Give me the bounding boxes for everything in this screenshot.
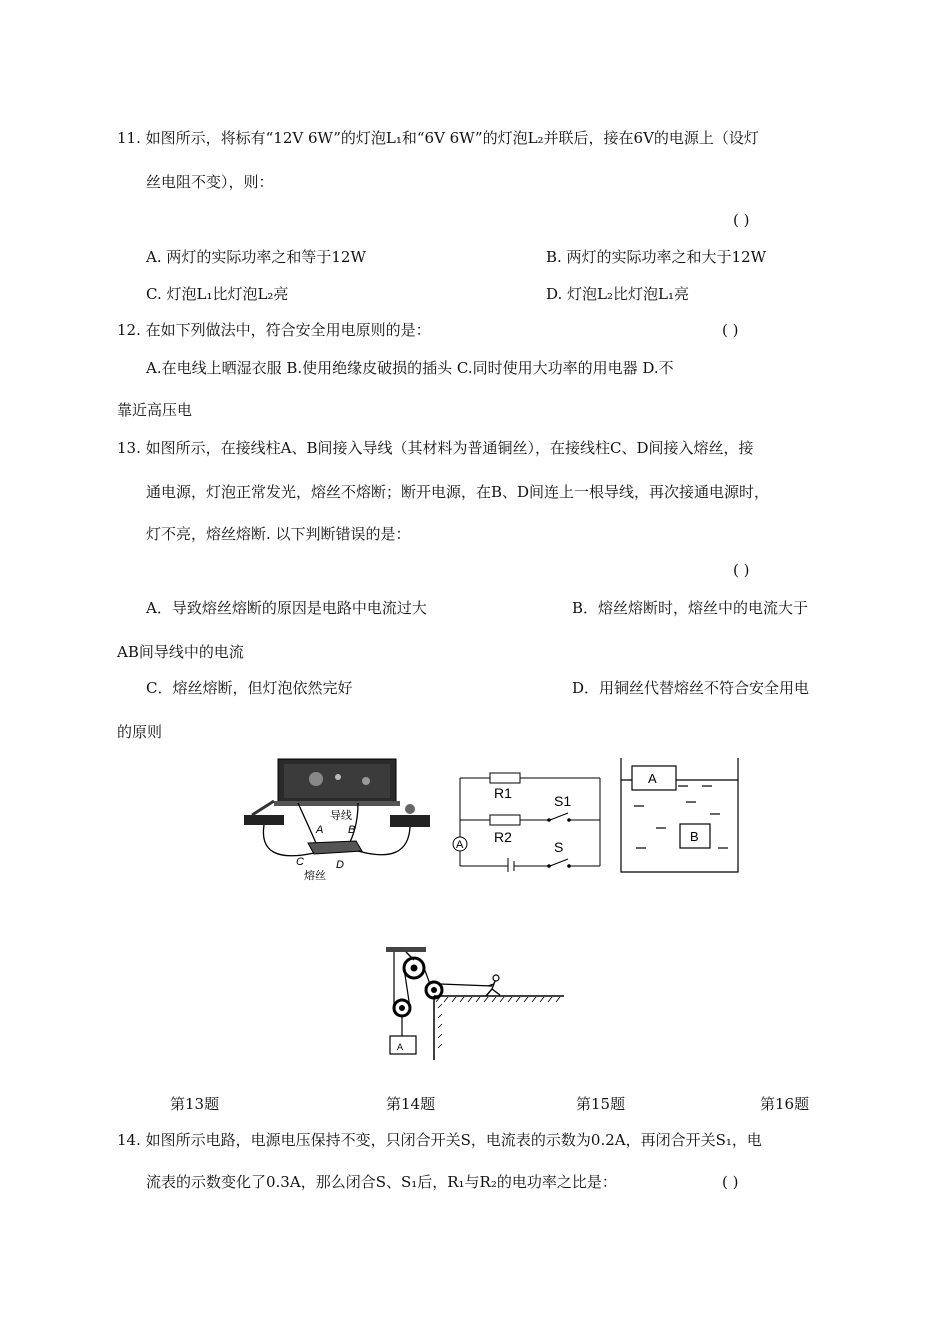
q11-stem-line2: 丝电阻不变），则： [146, 173, 274, 191]
figure-16-pulley [382, 944, 567, 1064]
figure-14-circuit [448, 770, 603, 872]
fig16-block-label: A [397, 1042, 404, 1052]
fig15-block-b-label: B [690, 829, 699, 844]
q13-stem-line2: 通电源，灯泡正常发光，熔丝不熔断；断开电源，在B、D间连上一根导线，再次接通电源时， [146, 483, 770, 501]
caption-figure-15: 第15题 [576, 1095, 626, 1113]
fig13-terminal-a: A [316, 824, 324, 836]
fig14-s-label: S [554, 839, 564, 855]
q12-stem: 12. 在如下列做法中，符合安全用电原则的是： [117, 321, 431, 339]
fig15-block-a-label: A [648, 771, 657, 786]
caption-figure-13: 第13题 [170, 1095, 220, 1113]
caption-figure-14: 第14题 [386, 1095, 436, 1113]
q12-options-cont: 靠近高压电 [117, 401, 193, 419]
q13-answer-paren: ( ) [733, 561, 750, 579]
fig13-wire-label: 导线 [330, 810, 352, 822]
q13-option-c: C．熔丝熔断，但灯泡依然完好 [146, 679, 353, 697]
fig13-terminal-c: C [296, 856, 304, 868]
fig14-r1-label: R1 [494, 785, 512, 801]
q14-stem-line2: 流表的示数变化了0.3A，那么闭合S、S₁后，R₁与R₂的电功率之比是： [146, 1173, 617, 1191]
fig13-terminal-b: B [348, 824, 356, 836]
caption-figure-16: 第16题 [760, 1095, 810, 1113]
figure-15-container [618, 756, 743, 876]
q13-option-a: A．导致熔丝熔断的原因是电路中电流过大 [146, 599, 427, 617]
q11-answer-paren: ( ) [733, 211, 750, 229]
fig13-fuse-label: 熔丝 [304, 870, 326, 882]
fig14-ammeter-label: A [456, 839, 464, 851]
fig14-r2-label: R2 [494, 829, 512, 845]
q13-option-b: B．熔丝熔断时，熔丝中的电流大于 [572, 599, 809, 617]
q12-answer-paren: ( ) [722, 321, 739, 339]
fig14-s1-label: S1 [554, 793, 572, 809]
q14-stem-line1: 14. 如图所示电路，电源电压保持不变，只闭合开关S，电流表的示数为0.2A，再闭合开关S₁，电 [117, 1131, 762, 1149]
q13-option-b-cont: AB间导线中的电流 [117, 643, 244, 661]
q13-stem-line3: 灯不亮，熔丝熔断. 以下判断错误的是： [146, 525, 411, 543]
q11-option-b: B. 两灯的实际功率之和大于12W [546, 248, 767, 266]
q13-option-d: D．用铜丝代替熔丝不符合安全用电 [572, 679, 810, 697]
q12-options: A.在电线上晒湿衣服 B.使用绝缘皮破损的插头 C.同时使用大功率的用电器 D.不 [146, 359, 674, 377]
q11-option-a: A. 两灯的实际功率之和等于12W [146, 248, 366, 266]
q13-option-d-cont: 的原则 [117, 723, 163, 741]
q13-stem-line1: 13. 如图所示，在接线柱A、B间接入导线（其材料为普通铜丝），在接线柱C、D间接入熔丝，接 [117, 439, 754, 457]
q11-option-d: D. 灯泡L₂比灯泡L₁亮 [546, 285, 689, 303]
q11-option-c: C. 灯泡L₁比灯泡L₂亮 [146, 285, 289, 303]
fig13-terminal-d: D [336, 859, 344, 871]
figure-13-fuse-apparatus [238, 755, 438, 883]
q11-stem-line1: 11. 如图所示，将标有“12V 6W”的灯泡L₁和“6V 6W”的灯泡L₂并联后，接在6V的电源上（设灯 [117, 129, 759, 147]
q14-answer-paren: ( ) [722, 1173, 739, 1191]
